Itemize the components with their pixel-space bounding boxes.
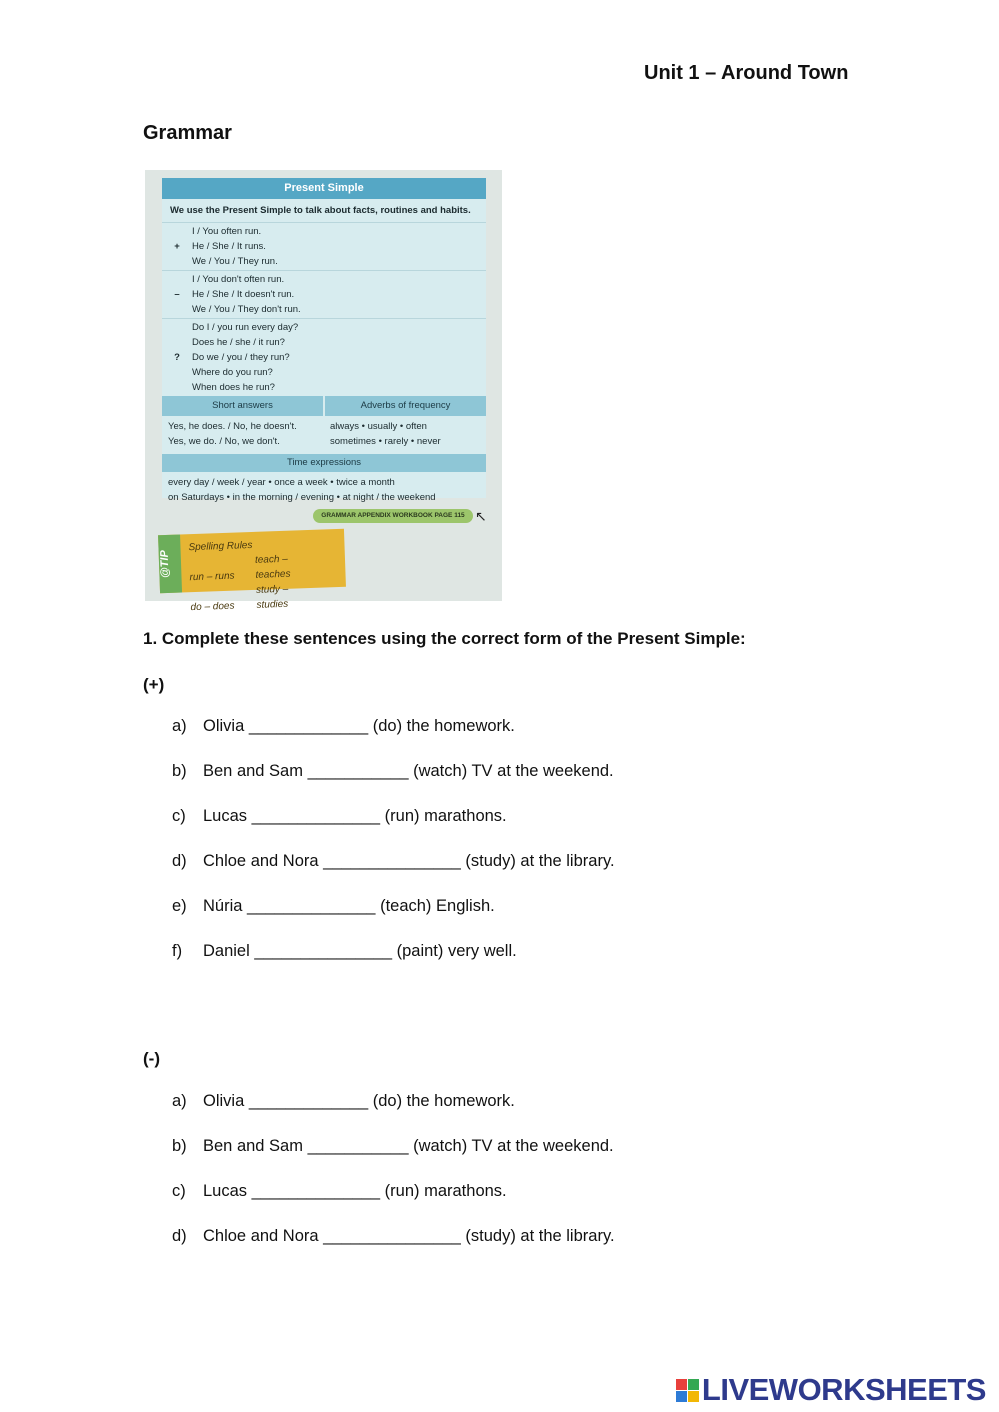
item-text: Núria ______________ (teach) English.: [203, 897, 495, 915]
exercise-item[interactable]: [172, 717, 615, 762]
tip-title: Spelling Rules: [188, 539, 253, 554]
positive-item-list: [172, 717, 615, 987]
liveworksheets-logo[interactable]: [676, 1372, 986, 1408]
grammar-line: When does he run?: [192, 382, 275, 393]
adverb-line: always • usually • often: [330, 421, 427, 432]
tip-row: [190, 581, 323, 616]
tip-rule: study – studies: [255, 583, 289, 611]
grammar-line: Where do you run?: [192, 367, 273, 378]
item-label: d): [172, 1227, 187, 1245]
tip-row: [189, 551, 322, 586]
item-label: d): [172, 852, 187, 870]
item-text: Olivia _____________ (do) the homework.: [203, 1092, 515, 1110]
short-answers-label: Short answers: [212, 400, 273, 411]
time-expression-line: on Saturdays • in the morning / evening • at night / the weekend: [168, 492, 436, 503]
adverbs-label: Adverbs of frequency: [323, 396, 486, 416]
exercise-item[interactable]: [172, 1137, 615, 1182]
grammar-card: [162, 178, 486, 503]
logo-square: [688, 1391, 699, 1402]
short-answer: Yes, he does. / No, he doesn't.: [168, 421, 297, 432]
grammar-card-title: Present Simple: [162, 178, 486, 199]
item-label: a): [172, 1092, 187, 1110]
tip-rule: teach – teaches: [254, 553, 291, 581]
item-text: Daniel _______________ (paint) very well.: [203, 942, 517, 960]
negative-group: [162, 271, 486, 319]
positive-group: [162, 223, 486, 271]
exercise-item[interactable]: [172, 942, 615, 987]
tip-rule: run – runs: [189, 570, 235, 584]
item-text: Lucas ______________ (run) marathons.: [203, 807, 507, 825]
item-label: e): [172, 897, 187, 915]
exercise-item[interactable]: [172, 897, 615, 942]
positive-symbol: +: [174, 241, 180, 252]
item-label: a): [172, 717, 187, 735]
negative-symbol: –: [174, 289, 180, 300]
adverb-line: sometimes • rarely • never: [330, 436, 441, 447]
subheader-row: [162, 396, 486, 416]
exercise-item[interactable]: [172, 852, 615, 897]
unit-title: Unit 1 – Around Town: [644, 62, 849, 84]
short-answer: Yes, we do. / No, we don't.: [168, 436, 280, 447]
tip-rule: do – does: [190, 600, 235, 614]
exercise-instruction: 1. Complete these sentences using the correct form of the Present Simple:: [143, 629, 746, 648]
item-text: Lucas ______________ (run) marathons.: [203, 1182, 507, 1200]
section-title: Grammar: [143, 122, 232, 144]
logo-square: [688, 1379, 699, 1390]
exercise-item[interactable]: [172, 1182, 615, 1227]
negative-label: (-): [143, 1049, 160, 1068]
grammar-card-intro: We use the Present Simple to talk about facts, routines and habits.: [162, 199, 486, 223]
positive-label: (+): [143, 675, 165, 694]
cursor-icon: ↖: [475, 508, 487, 524]
logo-square: [676, 1391, 687, 1402]
exercise-item[interactable]: [172, 1227, 615, 1272]
tip-badge: @TIP: [158, 534, 182, 593]
logo-square: [676, 1379, 687, 1390]
tip-box: [158, 529, 346, 614]
grammar-line: He / She / It runs.: [192, 241, 266, 252]
exercise-item[interactable]: [172, 807, 615, 852]
question-symbol: ?: [174, 352, 180, 363]
grammar-line: We / You / They run.: [192, 256, 278, 267]
grammar-appendix-tag: GRAMMAR APPENDIX WORKBOOK PAGE 115: [313, 509, 473, 523]
item-text: Chloe and Nora _______________ (study) at the library.: [203, 852, 615, 870]
time-expressions-label: Time expressions: [162, 454, 486, 472]
question-group: [162, 319, 486, 396]
grammar-line: Does he / she / it run?: [192, 337, 285, 348]
logo-text: LIVEWORKSHEETS: [701, 1372, 986, 1407]
item-label: f): [172, 942, 183, 960]
grammar-line: We / You / They don't run.: [192, 304, 301, 315]
item-label: b): [172, 1137, 187, 1155]
item-text: Olivia _____________ (do) the homework.: [203, 717, 515, 735]
grammar-line: I / You often run.: [192, 226, 262, 237]
item-label: c): [172, 1182, 186, 1200]
logo-icon: [676, 1379, 699, 1402]
negative-item-list: [172, 1092, 615, 1272]
exercise-item[interactable]: [172, 1092, 615, 1137]
grammar-photo: [145, 170, 502, 614]
exercise-item[interactable]: [172, 762, 615, 807]
grammar-line: Do we / you / they run?: [192, 352, 290, 363]
time-expression-line: every day / week / year • once a week • twice a month: [168, 477, 395, 488]
subbody-row: [162, 416, 486, 452]
grammar-line: Do I / you run every day?: [192, 322, 299, 333]
item-text: Chloe and Nora _______________ (study) at the library.: [203, 1227, 615, 1245]
grammar-line: He / She / It doesn't run.: [192, 289, 295, 300]
grammar-line: I / You don't often run.: [192, 274, 285, 285]
item-text: Ben and Sam ___________ (watch) TV at the weekend.: [203, 762, 614, 780]
item-label: c): [172, 807, 186, 825]
item-label: b): [172, 762, 187, 780]
item-text: Ben and Sam ___________ (watch) TV at the weekend.: [203, 1137, 614, 1155]
